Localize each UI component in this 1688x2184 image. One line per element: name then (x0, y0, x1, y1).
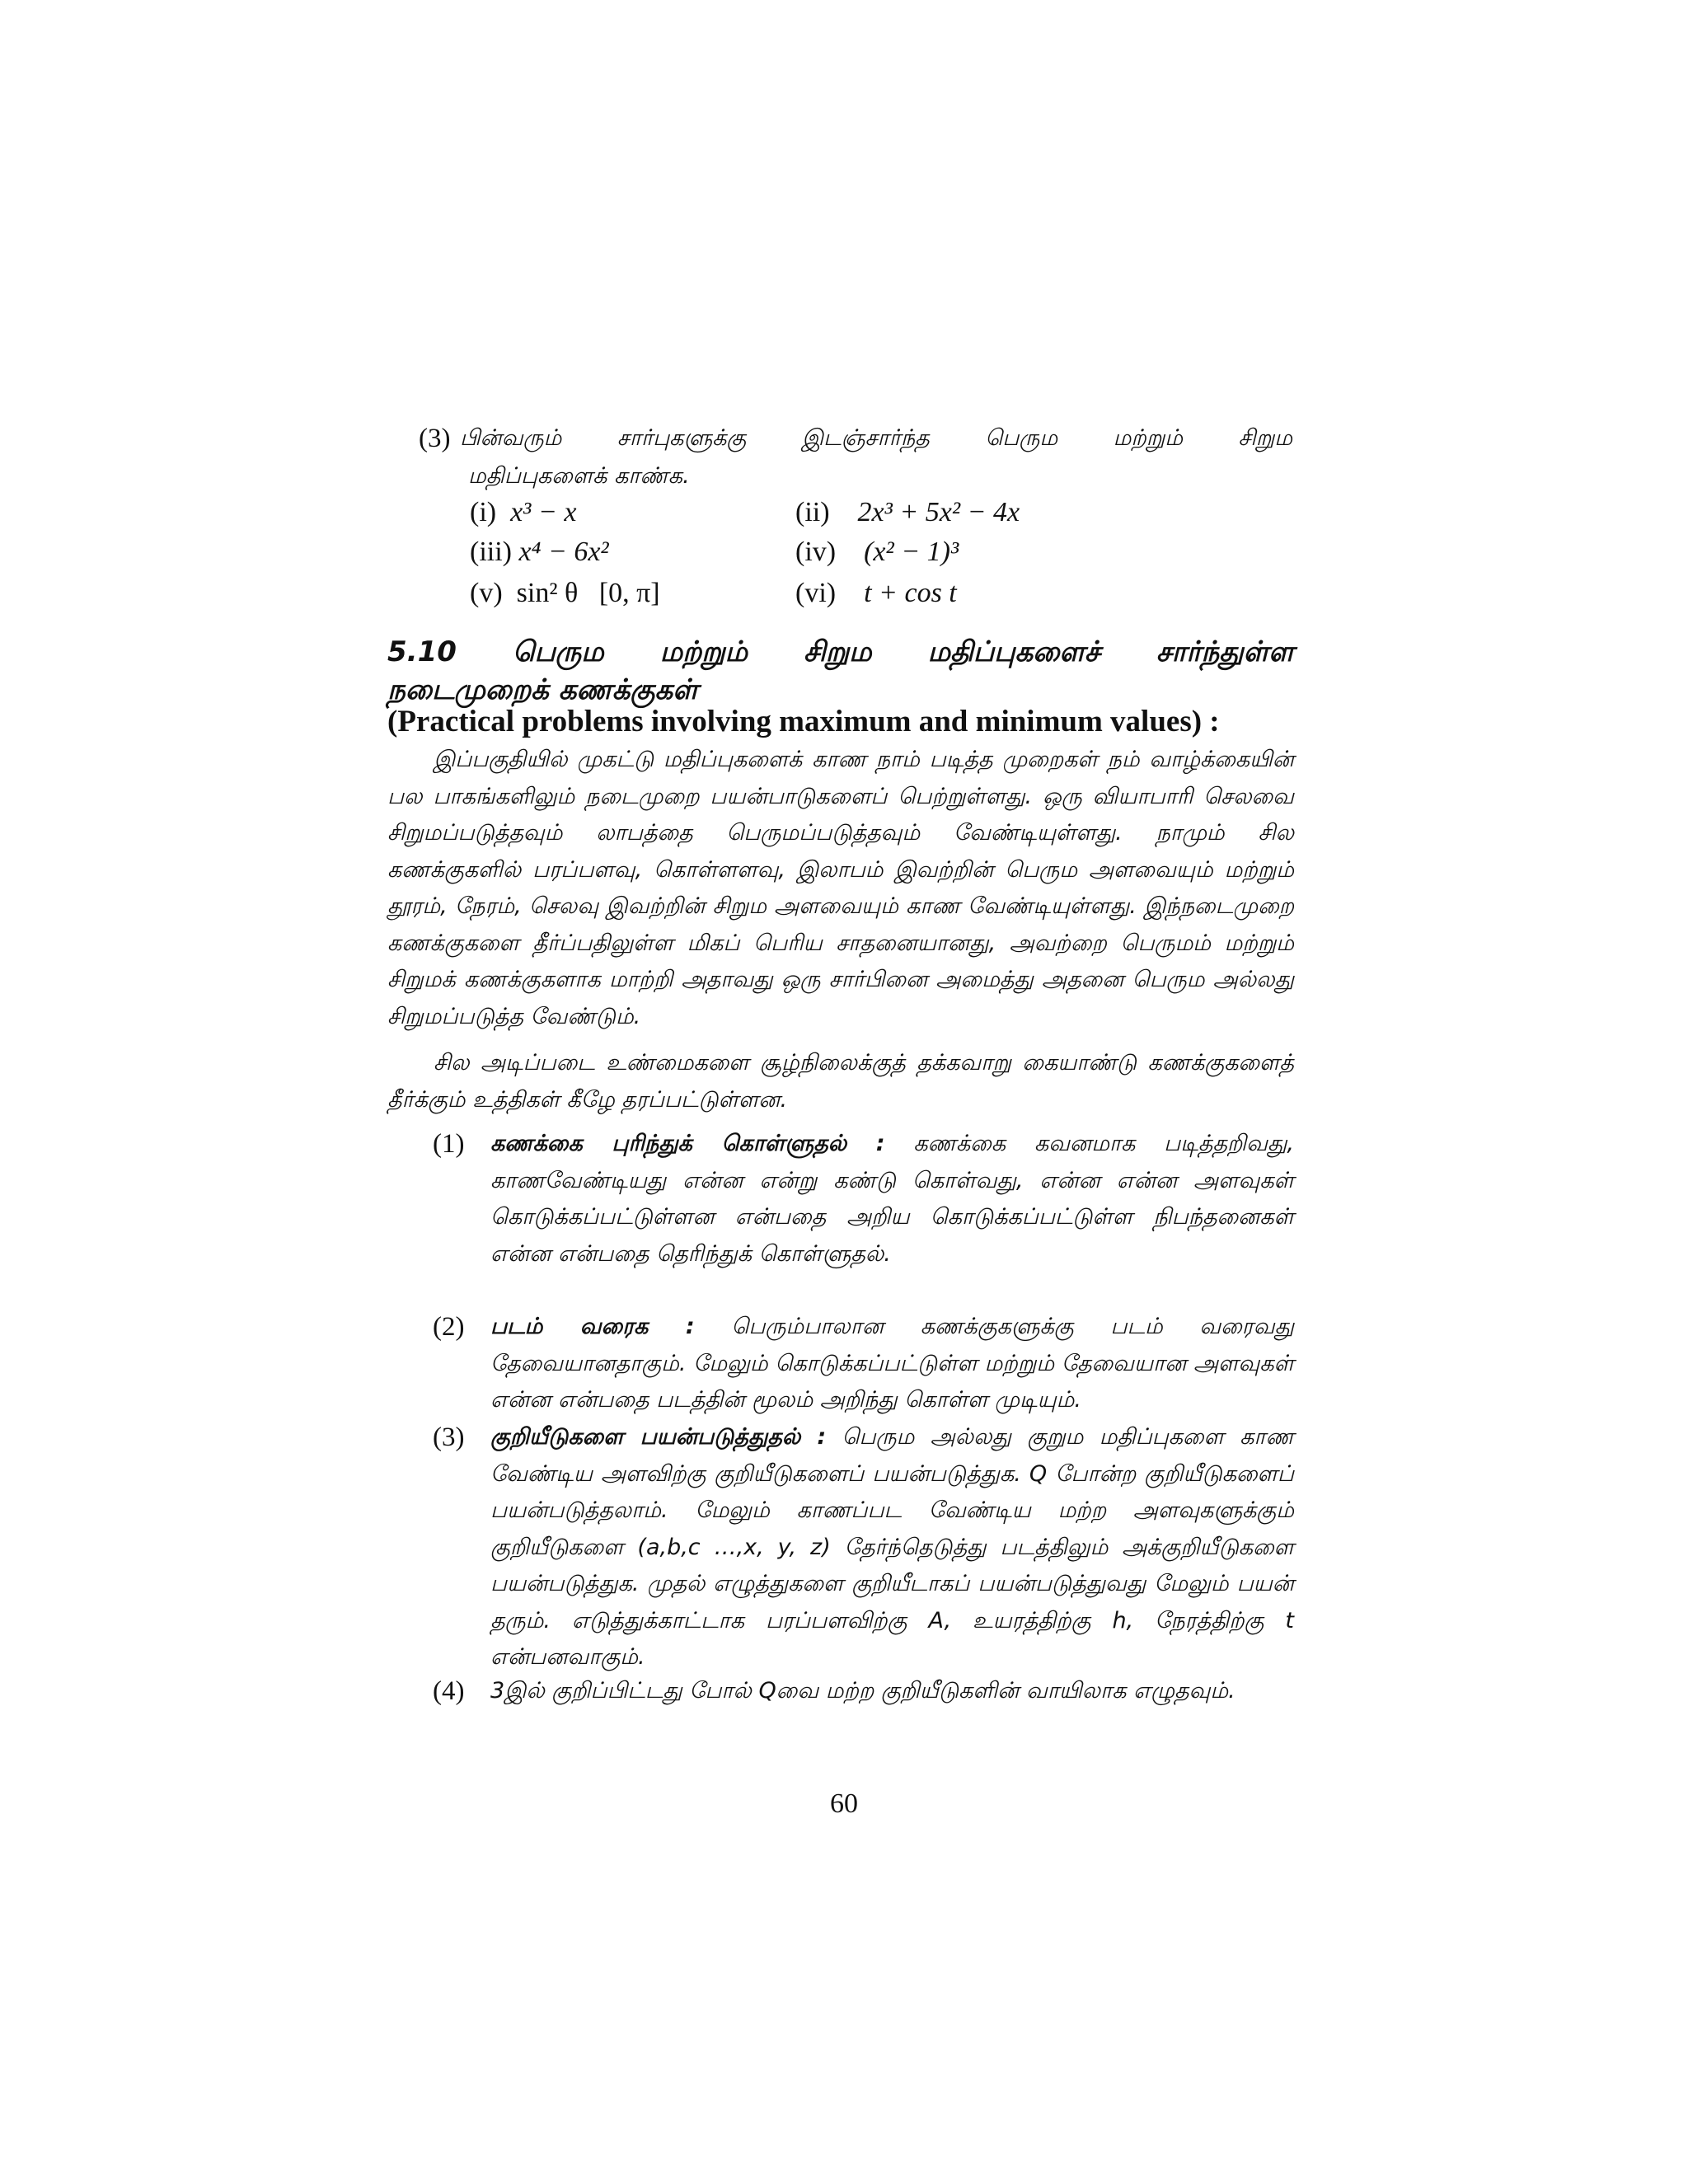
step-number: (4) (433, 1676, 465, 1706)
section-word: சார்ந்துள்ள (1156, 635, 1294, 668)
step-heading: படம் வரைக : (490, 1314, 695, 1339)
section-word: மதிப்புகளைச் (927, 635, 1100, 668)
step-body: பெரும அல்லது குறும மதிப்புகளை காண வேண்டிய அளவிற்கு குறியீடுகளைப் பயன்படுத்துக. Q போன்ற குறியீடுகளைப் பயன்படுத்தலாம். மேலும் காணப்பட வேண்டிய மற்ற அளவுகளுக்கும் குறியீடுகளை (a,b,c …,x, y, z) தேர்ந்தெடுத்து படத்திலும் அக்குறியீடுகளை பயன்படுத்துக. முதல் எழுத்துகளை குறியீடாகப் பயன்படுத்துவது மேலும் பயன் தரும். எடுத்துக்காட்டாக பரப்பளவிற்கு A, உயரத்திற்கு h, நேரத்திற்கு t என்பனவாகும். (490, 1424, 1294, 1670)
function-label: (iv) (795, 537, 837, 567)
step-4 (433, 1673, 1294, 1718)
exercise-text: பின்வரும் சார்புகளுக்கு இடஞ்சார்ந்த பெரும மற்றும் சிறும (460, 425, 1292, 451)
strategy-paragraph: சில அடிப்படை உண்மைகளை சூழ்நிலைக்குத் தக்கவாறு கையாண்டு கணக்குகளைத் தீர்க்கும் உத்திகள் கீழே தரப்பட்டுள்ளன. (387, 1050, 1294, 1113)
function-label: (vi) (795, 578, 837, 608)
step-number: (3) (433, 1422, 465, 1452)
function-expr: t + cos t (864, 578, 957, 608)
function-expr: (x² − 1)³ (864, 537, 959, 567)
exercise-text-line2: மதிப்புகளைக் காண்க. (468, 463, 690, 489)
function-expr: sin² θ [0, π] (516, 578, 660, 608)
section-number: 5.10 (387, 635, 457, 668)
step-body: பெரும்பாலான கணக்குகளுக்கு படம் வரைவது தேவையானதாகும். மேலும் கொடுக்கப்பட்டுள்ள மற்றும் தேவையான அளவுகள் என்ன என்பதை படத்தின் மூலம் அறிந்து கொள்ள முடியும். (490, 1314, 1294, 1413)
function-label: (ii) (795, 497, 830, 527)
function-expr: 2x³ + 5x² − 4x (857, 497, 1020, 527)
step-3 (433, 1419, 1294, 1685)
function-item-ii (795, 494, 1020, 531)
exercise-number: (3) (419, 424, 451, 453)
function-item-v (470, 575, 660, 612)
section-word: மற்றும் (659, 635, 748, 668)
function-item-iv (795, 534, 959, 570)
function-item-iii (470, 534, 609, 570)
section-title-english: (Practical problems involving maximum and minimum values) : (387, 705, 1220, 738)
function-label: (v) (470, 578, 503, 608)
step-number: (2) (433, 1312, 465, 1342)
exercise-3 (419, 419, 1292, 494)
function-label: (i) (470, 497, 497, 527)
section-word: சிறும (804, 635, 872, 668)
step-number: (1) (433, 1129, 465, 1159)
function-item-i (470, 494, 576, 531)
section-title-line2: நடைமுறைக் கணக்குகள் (387, 673, 698, 706)
step-body: கணக்கை கவனமாக படித்தறிவது, காணவேண்டியது என்ன என்று கண்டு கொள்வது, என்ன என்ன அளவுகள் கொடுக்கப்பட்டுள்ளன என்பதை அறிய கொடுக்கப்பட்டுள்ள நிபந்தனைகள் என்ன என்பதை தெரிந்துக் கொள்ளுதல். (490, 1131, 1294, 1267)
section-heading (387, 633, 1294, 709)
function-item-vi (795, 575, 957, 612)
function-label: (iii) (470, 537, 512, 567)
section-word: பெரும (512, 635, 604, 668)
page-number: 60 (830, 1788, 858, 1819)
step-heading: கணக்கை புரிந்துக் கொள்ளுதல் : (490, 1131, 885, 1156)
step-body: 3இல் குறிப்பிட்டது போல் Qவை மற்ற குறியீடுகளின் வாயிலாக எழுதவும். (490, 1678, 1236, 1704)
step-2 (433, 1309, 1294, 1427)
function-expr: x³ − x (510, 497, 577, 527)
intro-paragraph: இப்பகுதியில் முகட்டு மதிப்புகளைக் காண நாம் படித்த முறைகள் நம் வாழ்க்கையின் பல பாகங்களிலும் நடைமுறை பயன்பாடுகளைப் பெற்றுள்ளது. ஒரு வியாபாரி செலவை சிறுமப்படுத்தவும் லாபத்தை பெருமப்படுத்தவும் வேண்டியுள்ளது. நாமும் சில கணக்குகளில் பரப்பளவு, கொள்ளளவு, இலாபம் இவற்றின் பெரும அளவையும் மற்றும் தூரம், நேரம், செலவு இவற்றின் சிறும அளவையும் காண வேண்டியுள்ளது. இந்நடைமுறை கணக்குகளை தீர்ப்பதிலுள்ள மிகப் பெரிய சாதனையானது, அவற்றை பெருமம் மற்றும் சிறுமக் கணக்குகளாக மாற்றி அதாவது ஒரு சார்பினை அமைத்து அதனை பெரும அல்லது சிறுமப்படுத்த வேண்டும். (387, 747, 1294, 1029)
step-heading: குறியீடுகளை பயன்படுத்துதல் : (490, 1424, 827, 1450)
step-1 (433, 1126, 1294, 1281)
function-expr: x⁴ − 6x² (518, 537, 609, 567)
